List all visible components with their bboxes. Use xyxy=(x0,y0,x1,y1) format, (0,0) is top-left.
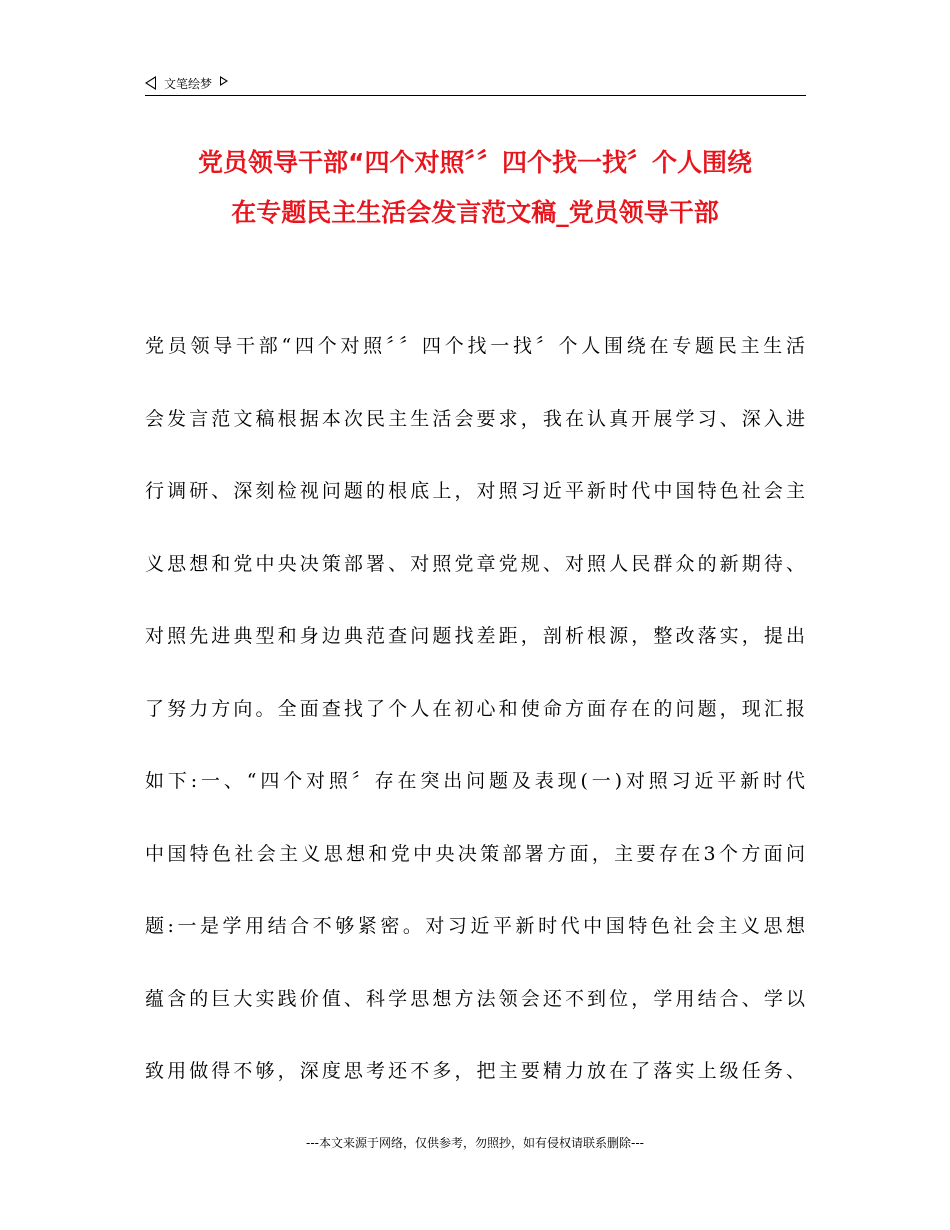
triangle-right-icon xyxy=(220,76,228,86)
body-line: 致用做得不够，深度思考还不多，把主要精力放在了落实上级任务、 xyxy=(145,1060,805,1082)
body-line: 题:一是学用结合不够紧密。对习近平新时代中国特色社会主义思想 xyxy=(145,915,805,937)
header-divider xyxy=(145,95,806,96)
document-title xyxy=(140,138,810,238)
title-line-1: 党员领导干部“四个对照〞〞四个找一找〞个人围绕 xyxy=(198,148,752,177)
body-line: 党员领导干部“四个对照〞〞四个找一找〞个人围绕在专题民主生活 xyxy=(145,335,805,357)
triangle-left-icon xyxy=(145,76,156,90)
body-line: 蕴含的巨大实践价值、科学思想方法领会还不到位，学用结合、学以 xyxy=(145,987,805,1010)
body-text xyxy=(145,310,805,1108)
body-line: 了努力方向。全面查找了个人在初心和使命方面存在的问题，现汇报 xyxy=(145,697,805,720)
body-line: 对照先进典型和身边典范查问题找差距，剖析根源，整改落实，提出 xyxy=(145,625,805,647)
header-label: 文笔绘梦 xyxy=(164,76,213,91)
body-line: 义思想和党中央决策部署、对照党章党规、对照人民群众的新期待、 xyxy=(145,552,805,575)
title-line-2: 在专题民主生活会发言范文稿_党员领导干部 xyxy=(231,198,719,227)
body-line: 中国特色社会主义思想和党中央决策部署方面，主要存在3个方面问 xyxy=(145,842,805,865)
body-line: 如下:一、“四个对照〞存在突出问题及表现(一)对照习近平新时代 xyxy=(145,770,805,792)
body-line: 行调研、深刻检视问题的根底上，对照习近平新时代中国特色社会主 xyxy=(145,480,805,502)
document-header xyxy=(145,72,805,94)
body-line: 会发言范文稿根据本次民主生活会要求，我在认真开展学习、深入进 xyxy=(145,407,805,430)
footer-disclaimer: ---本文来源于网络，仅供参考，勿照抄，如有侵权请联系删除--- xyxy=(306,1136,644,1150)
